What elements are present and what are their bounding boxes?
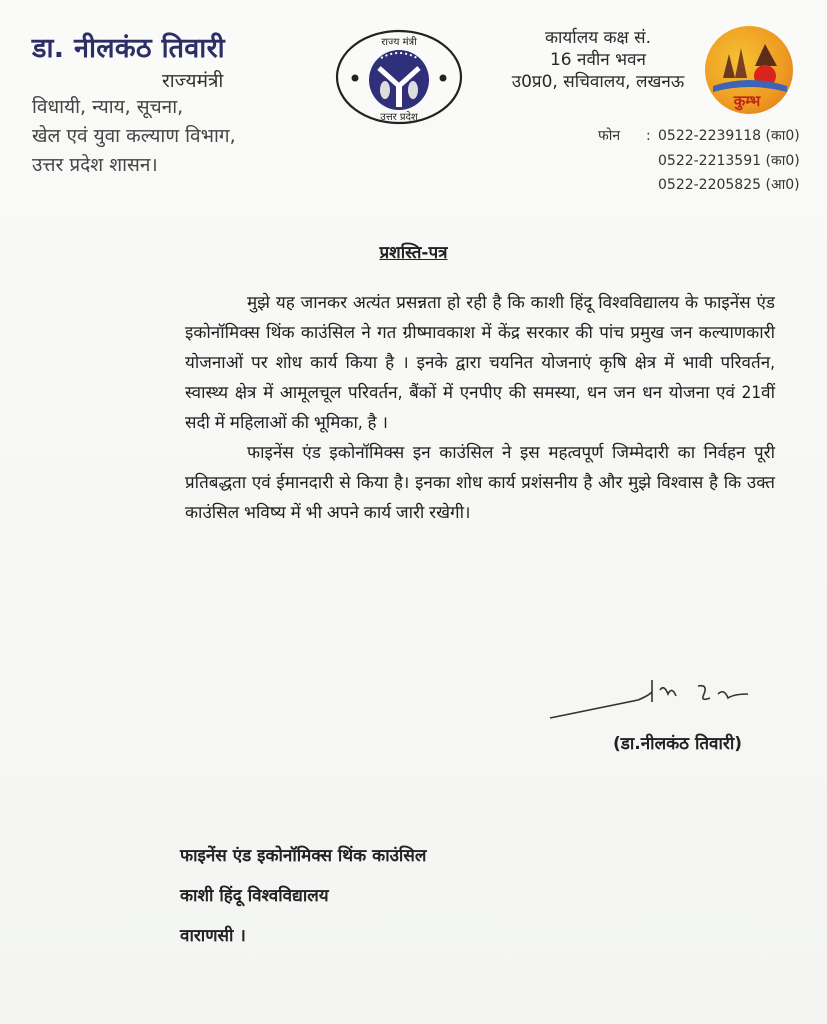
phone-type: (आ0) (765, 177, 800, 193)
phone-type: (का0) (765, 128, 800, 144)
letter-paragraph: मुझे यह जानकर अत्यंत प्रसन्नता हो रही है कि काशी हिंदू विश्वविद्यालय के फाइनेंस एंड इकोनॉमिक्स थिंक काउंसिल ने गत ग्रीष्मावकाश में केंद्र सरकार की पांच प्रमुख जन कल्याणकारी योजनाओं पर शोध कार्य किया है । इनके द्वारा चयनित योजनाएं कृषि क्षेत्र में भावी परिवर्तन, स्वास्थ्य क्षेत्र में आमूलचूल परिवर्तन, बैंकों में एनपीए की समस्या, धन जन धन योजना एवं 21वीं सदी में महिलाओं की भूमिका, है । (185, 293, 775, 433)
department-line: विधायी, न्याय, सूचना, (32, 96, 184, 118)
office-line: 16 नवीन भवन (549, 50, 646, 70)
department-line: उत्तर प्रदेश शासन। (32, 154, 158, 176)
recipient-line: फाइनेंस एंड इकोनॉमिक्स थिंक काउंसिल (180, 846, 427, 866)
kumbh-logo-icon (705, 26, 793, 114)
office-line: उ0प्र0, सचिवालय, लखनऊ (511, 72, 685, 92)
department-line: खेल एवं युवा कल्याण विभाग, (32, 125, 236, 147)
minister-designation: राज्यमंत्री (162, 70, 224, 92)
minister-name: डा. नीलकंठ तिवारी (32, 33, 225, 64)
recipient-address (180, 836, 426, 956)
phone-label: फोन (598, 128, 621, 144)
svg-text:कुम्भ: कुम्भ (733, 92, 761, 110)
office-line: कार्यालय कक्ष सं. (544, 28, 652, 48)
letterhead-left (32, 28, 236, 180)
phone-row (598, 173, 800, 198)
phone-type: (का0) (765, 152, 800, 169)
letter-body (185, 288, 775, 528)
phone-list (598, 124, 800, 198)
letter-paragraph: फाइनेंस एंड इकोनॉमिक्स इन काउंसिल ने इस महत्वपूर्ण जिम्मेदारी का निर्वहन पूरी प्रतिबद्धता एवं ईमानदारी से किया है। इनका शोध कार्य प्रशंसनीय है और मुझे विश्वास है कि उक्त काउंसिल भविष्य में भी अपने कार्य जारी रखेगी। (185, 443, 775, 523)
recipient-line: वाराणसी । (180, 926, 246, 946)
office-address (498, 27, 698, 93)
phone-number: 0522-2213591 (658, 152, 762, 169)
signature-icon (548, 672, 788, 732)
letter-title: प्रशस्ति-पत्र (379, 243, 448, 263)
recipient-line: काशी हिंदू विश्वविद्यालय (180, 886, 329, 906)
phone-row (598, 149, 800, 174)
signatory-name: (डा.नीलकंठ तिवारी) (613, 734, 743, 754)
svg-text:राज्य मंत्री: राज्य मंत्री (381, 37, 417, 48)
phone-row: फोन : 0522-2239118 (का0) (598, 124, 800, 149)
up-state-emblem-icon (335, 28, 463, 126)
svg-text:उत्तर प्रदेश: उत्तर प्रदेश (380, 112, 418, 123)
phone-number: 0522-2205825 (658, 177, 762, 193)
phone-number: 0522-2239118 (658, 128, 762, 144)
